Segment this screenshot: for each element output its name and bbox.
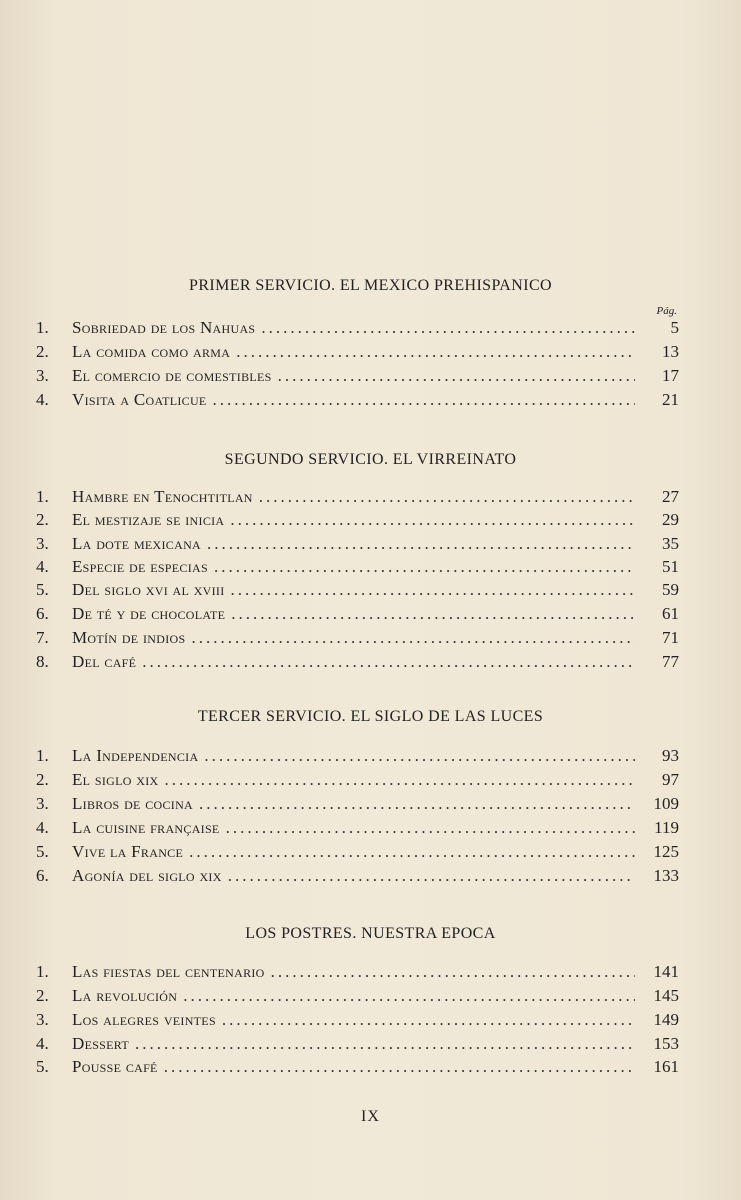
entry-title: Las fiestas del centenario [72, 962, 265, 981]
entry-title: Pousse café [72, 1057, 158, 1076]
entry-title: Vive la France [72, 842, 184, 861]
toc-entry [36, 986, 679, 1010]
entry-page: 109 [653, 794, 679, 813]
entry-title: Libros de cocina [72, 794, 194, 813]
entry-title: La Independencia [72, 746, 199, 765]
toc-entry [36, 366, 679, 390]
entry-title: La cuisine française [72, 818, 220, 837]
entry-title: La dote mexicana [72, 534, 202, 553]
toc-entry [36, 318, 679, 342]
toc-entry [36, 487, 679, 511]
entry-number: 6. [36, 604, 49, 623]
entry-title: Los alegres veintes [72, 1010, 216, 1029]
dot-leader [236, 342, 635, 362]
toc-entry [36, 770, 679, 794]
toc-entry [36, 390, 679, 414]
entry-page: 161 [653, 1057, 679, 1076]
entry-page: 21 [662, 390, 679, 409]
dot-leader [183, 986, 635, 1006]
entry-number: 1. [36, 487, 49, 506]
entry-page: 29 [662, 510, 679, 529]
entry-page: 153 [653, 1034, 679, 1053]
entry-number: 1. [36, 318, 49, 337]
entry-number: 3. [36, 534, 49, 553]
toc-entry [36, 604, 679, 628]
entry-number: 2. [36, 770, 49, 789]
entry-title: Hambre en Tenochtitlan [72, 487, 253, 506]
toc-entry [36, 746, 679, 770]
entry-page: 119 [654, 818, 679, 837]
entry-page: 5 [670, 318, 679, 337]
entry-page: 59 [662, 580, 679, 599]
toc-entry [36, 1034, 679, 1058]
toc-entry [36, 557, 679, 581]
toc-entry [36, 534, 679, 558]
entry-title: Del café [72, 652, 137, 671]
dot-leader [191, 628, 635, 648]
entry-number: 4. [36, 390, 49, 409]
dot-leader [213, 390, 635, 410]
entry-title: El siglo xix [72, 770, 159, 789]
entry-page: 35 [662, 534, 679, 553]
toc-entry [36, 652, 679, 676]
entry-number: 3. [36, 794, 49, 813]
entry-page: 145 [653, 986, 679, 1005]
dot-leader [199, 794, 635, 814]
toc-entry [36, 818, 679, 842]
dot-leader [230, 510, 635, 530]
entry-number: 1. [36, 962, 49, 981]
entry-title: Motín de indios [72, 628, 186, 647]
entry-page: 71 [662, 628, 679, 647]
entry-number: 5. [36, 580, 49, 599]
entry-page: 149 [653, 1010, 679, 1029]
section-title: PRIMER SERVICIO. EL MEXICO PREHISPANICO [189, 277, 552, 294]
entry-page: 133 [653, 866, 679, 885]
entry-number: 1. [36, 746, 49, 765]
toc-entry [36, 842, 679, 866]
dot-leader [164, 1057, 635, 1077]
entry-page: 13 [662, 342, 679, 361]
dot-leader [278, 366, 635, 386]
dot-leader [164, 770, 635, 790]
page-folio: IX [361, 1108, 380, 1125]
dot-leader [228, 866, 635, 886]
entry-page: 27 [662, 487, 679, 506]
dot-leader [142, 652, 635, 672]
section-title: SEGUNDO SERVICIO. EL VIRREINATO [224, 451, 517, 468]
dot-leader [226, 818, 635, 838]
entry-number: 4. [36, 818, 49, 837]
entry-number: 2. [36, 342, 49, 361]
dot-leader [231, 580, 635, 600]
entry-number: 6. [36, 866, 49, 885]
dot-leader [204, 746, 635, 766]
entry-number: 5. [36, 842, 49, 861]
entry-title: El comercio de comestibles [72, 366, 272, 385]
toc-entry [36, 510, 679, 534]
dot-leader [259, 487, 635, 507]
entry-page: 125 [653, 842, 679, 861]
dot-leader [261, 318, 635, 338]
dot-leader [222, 1010, 635, 1030]
dot-leader [214, 557, 635, 577]
entry-page: 17 [662, 366, 679, 385]
entry-page: 77 [662, 652, 679, 671]
entry-number: 4. [36, 557, 49, 576]
entry-number: 7. [36, 628, 49, 647]
entry-title: El mestizaje se inicia [72, 510, 225, 529]
entry-title: De té y de chocolate [72, 604, 226, 623]
entry-title: Dessert [72, 1034, 129, 1053]
entry-title: Agonía del siglo xix [72, 866, 222, 885]
section-title: TERCER SERVICIO. EL SIGLO DE LAS LUCES [197, 708, 544, 725]
dot-leader [271, 962, 635, 982]
entry-page: 97 [662, 770, 679, 789]
dot-leader [135, 1034, 635, 1054]
dot-leader [189, 842, 635, 862]
dot-leader [207, 534, 635, 554]
entry-number: 8. [36, 652, 49, 671]
entry-page: 51 [662, 557, 679, 576]
toc-entry [36, 628, 679, 652]
toc-entry [36, 1010, 679, 1034]
entry-number: 3. [36, 366, 49, 385]
toc-entry [36, 866, 679, 890]
entry-number: 5. [36, 1057, 49, 1076]
entry-title: La revolución [72, 986, 178, 1005]
entry-number: 2. [36, 510, 49, 529]
toc-entry [36, 1057, 679, 1081]
entry-title: La comida como arma [72, 342, 231, 361]
entry-title: Sobriedad de los Nahuas [72, 318, 256, 337]
entry-page: 61 [662, 604, 679, 623]
toc-entry [36, 794, 679, 818]
toc-entry [36, 962, 679, 986]
entry-page: 93 [662, 746, 679, 765]
toc-entry [36, 342, 679, 366]
section-title: LOS POSTRES. NUESTRA EPOCA [245, 925, 496, 942]
entry-number: 4. [36, 1034, 49, 1053]
entry-title: Del siglo xvi al xviii [72, 580, 225, 599]
entry-number: 2. [36, 986, 49, 1005]
dot-leader [231, 604, 635, 624]
entry-title: Especie de especias [72, 557, 208, 576]
toc-entry [36, 580, 679, 604]
entry-title: Visita a Coatlicue [72, 390, 207, 409]
page-column-label: Pág. [656, 305, 677, 317]
entry-page: 141 [653, 962, 679, 981]
entry-number: 3. [36, 1010, 49, 1029]
